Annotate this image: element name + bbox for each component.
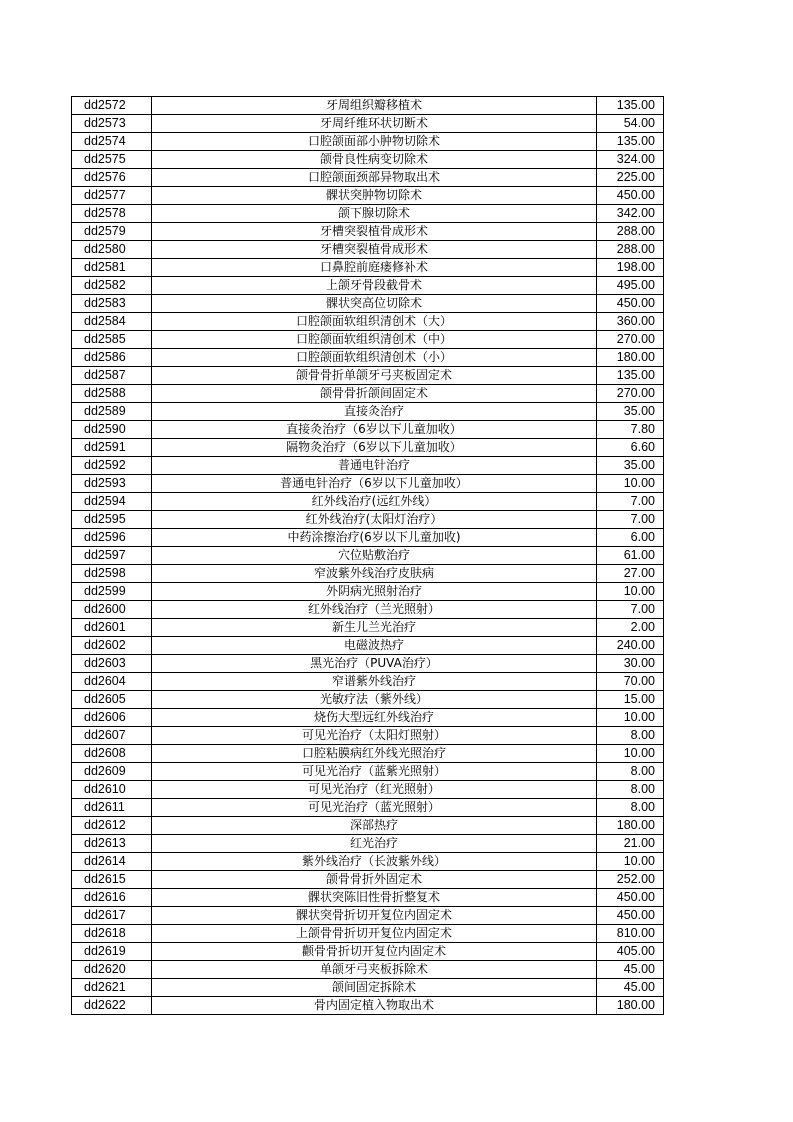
item-price-cell: 810.00 [597,925,664,943]
item-name-cell: 新生儿兰光治疗 [152,619,597,637]
item-name-cell: 口鼻腔前庭瘘修补术 [152,259,597,277]
item-code-cell: dd2576 [72,169,152,187]
item-name-cell: 牙槽突裂植骨成形术 [152,223,597,241]
item-price-cell: 10.00 [597,583,664,601]
item-code-cell: dd2583 [72,295,152,313]
item-price-cell: 61.00 [597,547,664,565]
item-code-cell: dd2573 [72,115,152,133]
item-price-cell: 495.00 [597,277,664,295]
item-name-cell: 深部热疗 [152,817,597,835]
item-price-cell: 15.00 [597,691,664,709]
item-code-cell: dd2589 [72,403,152,421]
item-name-cell: 口腔颌面颈部异物取出术 [152,169,597,187]
item-code-cell: dd2608 [72,745,152,763]
item-name-cell: 颌下腺切除术 [152,205,597,223]
table-row [72,313,664,331]
item-name-cell: 外阴病光照射治疗 [152,583,597,601]
item-price-cell: 135.00 [597,97,664,115]
table-row [72,493,664,511]
item-price-cell: 7.00 [597,493,664,511]
item-name-cell: 髁状突高位切除术 [152,295,597,313]
item-name-cell: 红外线治疗(远红外线） [152,493,597,511]
item-code-cell: dd2622 [72,997,152,1015]
table-row [72,619,664,637]
item-name-cell: 黑光治疗（PUVA治疗） [152,655,597,673]
item-price-cell: 8.00 [597,763,664,781]
item-price-cell: 135.00 [597,367,664,385]
item-code-cell: dd2603 [72,655,152,673]
table-row [72,601,664,619]
item-code-cell: dd2575 [72,151,152,169]
item-code-cell: dd2604 [72,673,152,691]
item-code-cell: dd2596 [72,529,152,547]
item-code-cell: dd2584 [72,313,152,331]
table-row [72,817,664,835]
item-price-cell: 27.00 [597,565,664,583]
item-price-cell: 7.00 [597,601,664,619]
table-row [72,511,664,529]
item-price-cell: 8.00 [597,799,664,817]
item-price-cell: 21.00 [597,835,664,853]
table-row [72,763,664,781]
item-code-cell: dd2592 [72,457,152,475]
table-row [72,673,664,691]
item-price-cell: 45.00 [597,979,664,997]
item-name-cell: 牙槽突裂植骨成形术 [152,241,597,259]
table-row [72,241,664,259]
table-row [72,439,664,457]
item-code-cell: dd2588 [72,385,152,403]
item-code-cell: dd2616 [72,889,152,907]
table-row [72,709,664,727]
item-code-cell: dd2582 [72,277,152,295]
table-row [72,655,664,673]
item-code-cell: dd2606 [72,709,152,727]
table-row [72,367,664,385]
table-row [72,259,664,277]
item-code-cell: dd2621 [72,979,152,997]
table-row [72,133,664,151]
item-code-cell: dd2619 [72,943,152,961]
item-price-cell: 450.00 [597,295,664,313]
item-code-cell: dd2586 [72,349,152,367]
item-price-cell: 6.60 [597,439,664,457]
item-name-cell: 颧骨骨折切开复位内固定术 [152,943,597,961]
item-code-cell: dd2591 [72,439,152,457]
item-name-cell: 牙周纤维环状切断术 [152,115,597,133]
item-name-cell: 光敏疗法（紫外线） [152,691,597,709]
item-name-cell: 隔物灸治疗（6岁以下儿童加收） [152,439,597,457]
item-code-cell: dd2597 [72,547,152,565]
item-name-cell: 颌骨骨折外固定术 [152,871,597,889]
item-code-cell: dd2594 [72,493,152,511]
table-row [72,583,664,601]
item-price-cell: 6.00 [597,529,664,547]
fee-schedule-table [71,96,664,1015]
item-name-cell: 烧伤大型远红外线治疗 [152,709,597,727]
item-price-cell: 10.00 [597,853,664,871]
item-name-cell: 紫外线治疗（长波紫外线） [152,853,597,871]
item-price-cell: 288.00 [597,223,664,241]
table-row [72,835,664,853]
item-code-cell: dd2598 [72,565,152,583]
item-name-cell: 颌间固定拆除术 [152,979,597,997]
item-price-cell: 198.00 [597,259,664,277]
item-name-cell: 髁状突肿物切除术 [152,187,597,205]
item-price-cell: 10.00 [597,475,664,493]
item-code-cell: dd2574 [72,133,152,151]
item-code-cell: dd2590 [72,421,152,439]
item-price-cell: 270.00 [597,385,664,403]
item-price-cell: 35.00 [597,457,664,475]
item-name-cell: 髁状突骨折切开复位内固定术 [152,907,597,925]
item-name-cell: 窄谱紫外线治疗 [152,673,597,691]
table-row [72,997,664,1015]
item-name-cell: 普通电针治疗 [152,457,597,475]
table-row [72,115,664,133]
item-price-cell: 360.00 [597,313,664,331]
item-price-cell: 405.00 [597,943,664,961]
table-row [72,529,664,547]
table-row [72,331,664,349]
item-code-cell: dd2614 [72,853,152,871]
item-code-cell: dd2611 [72,799,152,817]
table-row [72,97,664,115]
item-name-cell: 穴位贴敷治疗 [152,547,597,565]
item-name-cell: 普通电针治疗（6岁以下儿童加收） [152,475,597,493]
item-price-cell: 10.00 [597,709,664,727]
item-code-cell: dd2620 [72,961,152,979]
item-name-cell: 口腔颌面软组织清创术（中） [152,331,597,349]
table-row [72,169,664,187]
item-price-cell: 135.00 [597,133,664,151]
item-code-cell: dd2578 [72,205,152,223]
table-row [72,745,664,763]
item-code-cell: dd2593 [72,475,152,493]
table-row [72,475,664,493]
item-name-cell: 红光治疗 [152,835,597,853]
item-name-cell: 牙周组织瓣移植术 [152,97,597,115]
table-row [72,907,664,925]
item-code-cell: dd2600 [72,601,152,619]
item-name-cell: 口腔颌面软组织清创术（大） [152,313,597,331]
item-price-cell: 35.00 [597,403,664,421]
item-code-cell: dd2617 [72,907,152,925]
item-name-cell: 上颌骨骨折切开复位内固定术 [152,925,597,943]
item-name-cell: 可见光治疗（红光照射） [152,781,597,799]
item-name-cell: 髁状突陈旧性骨折整复术 [152,889,597,907]
table-row [72,781,664,799]
item-code-cell: dd2577 [72,187,152,205]
item-name-cell: 上颌牙骨段截骨术 [152,277,597,295]
item-code-cell: dd2602 [72,637,152,655]
item-code-cell: dd2572 [72,97,152,115]
table-row [72,187,664,205]
item-code-cell: dd2581 [72,259,152,277]
item-name-cell: 红外线治疗(太阳灯治疗） [152,511,597,529]
item-price-cell: 270.00 [597,331,664,349]
item-code-cell: dd2613 [72,835,152,853]
table-row [72,871,664,889]
item-name-cell: 窄波紫外线治疗皮肤病 [152,565,597,583]
table-row [72,421,664,439]
item-name-cell: 口腔颌面软组织清创术（小） [152,349,597,367]
item-price-cell: 342.00 [597,205,664,223]
item-price-cell: 45.00 [597,961,664,979]
item-price-cell: 7.80 [597,421,664,439]
item-code-cell: dd2587 [72,367,152,385]
table-row [72,547,664,565]
item-name-cell: 直接灸治疗（6岁以下儿童加收） [152,421,597,439]
item-price-cell: 10.00 [597,745,664,763]
table-row [72,961,664,979]
table-row [72,979,664,997]
item-code-cell: dd2605 [72,691,152,709]
item-name-cell: 可见光治疗（蓝紫光照射） [152,763,597,781]
item-name-cell: 颌骨良性病变切除术 [152,151,597,169]
item-code-cell: dd2585 [72,331,152,349]
item-code-cell: dd2612 [72,817,152,835]
item-name-cell: 口腔粘膜病红外线光照治疗 [152,745,597,763]
item-price-cell: 450.00 [597,907,664,925]
item-name-cell: 口腔颌面部小肿物切除术 [152,133,597,151]
item-code-cell: dd2579 [72,223,152,241]
item-price-cell: 54.00 [597,115,664,133]
item-code-cell: dd2609 [72,763,152,781]
item-name-cell: 可见光治疗（蓝光照射） [152,799,597,817]
table-row [72,853,664,871]
item-name-cell: 直接灸治疗 [152,403,597,421]
item-price-cell: 324.00 [597,151,664,169]
item-price-cell: 70.00 [597,673,664,691]
fee-schedule-body [72,97,664,1015]
item-price-cell: 7.00 [597,511,664,529]
item-name-cell: 单颌牙弓夹板拆除术 [152,961,597,979]
table-row [72,889,664,907]
item-code-cell: dd2610 [72,781,152,799]
item-price-cell: 252.00 [597,871,664,889]
item-name-cell: 颌骨骨折颌间固定术 [152,385,597,403]
item-code-cell: dd2599 [72,583,152,601]
item-price-cell: 2.00 [597,619,664,637]
table-row [72,457,664,475]
table-row [72,727,664,745]
item-price-cell: 450.00 [597,889,664,907]
item-code-cell: dd2595 [72,511,152,529]
item-price-cell: 180.00 [597,997,664,1015]
item-name-cell: 颌骨骨折单颌牙弓夹板固定术 [152,367,597,385]
table-row [72,151,664,169]
table-row [72,943,664,961]
table-row [72,277,664,295]
item-price-cell: 30.00 [597,655,664,673]
item-price-cell: 180.00 [597,817,664,835]
table-row [72,295,664,313]
item-price-cell: 180.00 [597,349,664,367]
item-price-cell: 225.00 [597,169,664,187]
item-code-cell: dd2580 [72,241,152,259]
table-row [72,349,664,367]
table-row [72,637,664,655]
table-row [72,223,664,241]
item-price-cell: 450.00 [597,187,664,205]
item-name-cell: 可见光治疗（太阳灯照射） [152,727,597,745]
item-name-cell: 中药涂擦治疗(6岁以下儿童加收) [152,529,597,547]
item-price-cell: 240.00 [597,637,664,655]
item-price-cell: 8.00 [597,781,664,799]
table-row [72,565,664,583]
table-row [72,925,664,943]
table-row [72,385,664,403]
item-name-cell: 骨内固定植入物取出术 [152,997,597,1015]
item-code-cell: dd2618 [72,925,152,943]
item-code-cell: dd2615 [72,871,152,889]
table-row [72,799,664,817]
item-code-cell: dd2601 [72,619,152,637]
item-price-cell: 288.00 [597,241,664,259]
item-price-cell: 8.00 [597,727,664,745]
table-row [72,691,664,709]
table-row [72,205,664,223]
table-row [72,403,664,421]
item-name-cell: 电磁波热疗 [152,637,597,655]
item-name-cell: 红外线治疗（兰光照射） [152,601,597,619]
item-code-cell: dd2607 [72,727,152,745]
